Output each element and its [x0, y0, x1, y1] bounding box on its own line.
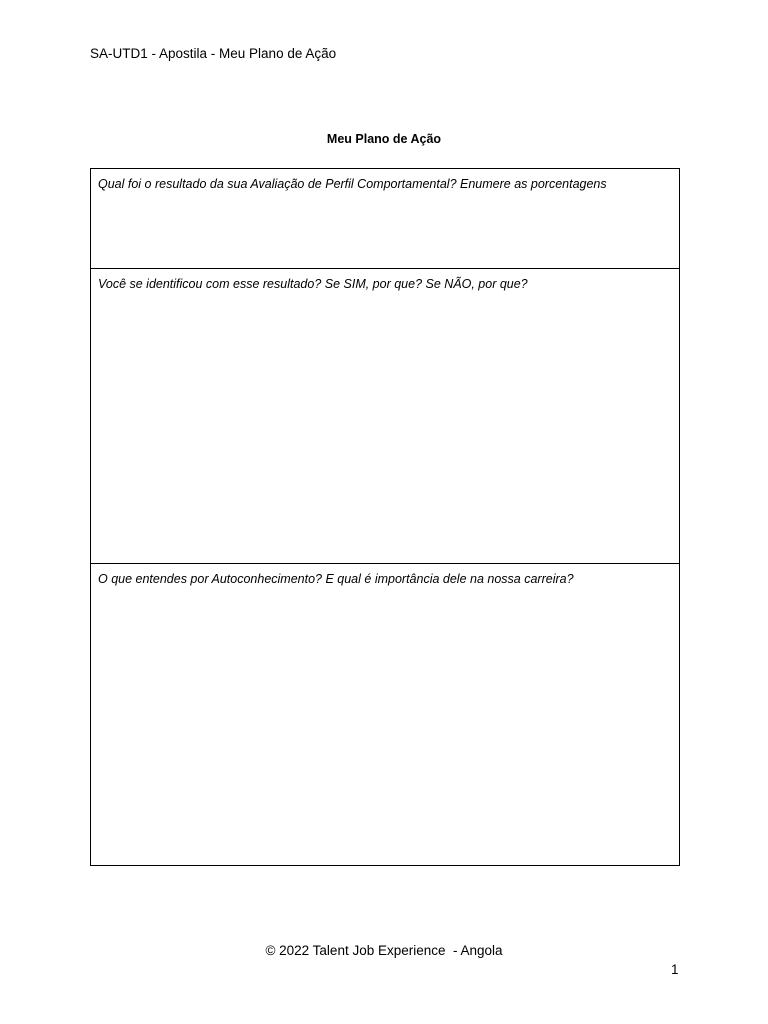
running-header: SA-UTD1 - Apostila - Meu Plano de Ação: [90, 46, 337, 61]
question-3-label: O que entendes por Autoconhecimento? E qual é importância dele na nossa carreira?: [98, 572, 574, 586]
question-1-label: Qual foi o resultado da sua Avaliação de Perfil Comportamental? Enumere as porcentagens: [98, 177, 607, 191]
footer-copyright: © 2022 Talent Job Experience - Angola: [265, 943, 503, 958]
question-row-1: [91, 169, 679, 269]
answer-area-3[interactable]: [97, 592, 673, 859]
action-plan-form: [90, 168, 680, 866]
question-row-3: [91, 564, 679, 865]
answer-area-2[interactable]: [97, 297, 673, 557]
answer-area-1[interactable]: [97, 197, 673, 262]
question-row-2: [91, 269, 679, 564]
page-number: 1: [671, 962, 679, 977]
question-2-label: Você se identificou com esse resultado? Se SIM, por que? Se NÃO, por que?: [98, 277, 528, 291]
document-title: Meu Plano de Ação: [326, 132, 442, 146]
